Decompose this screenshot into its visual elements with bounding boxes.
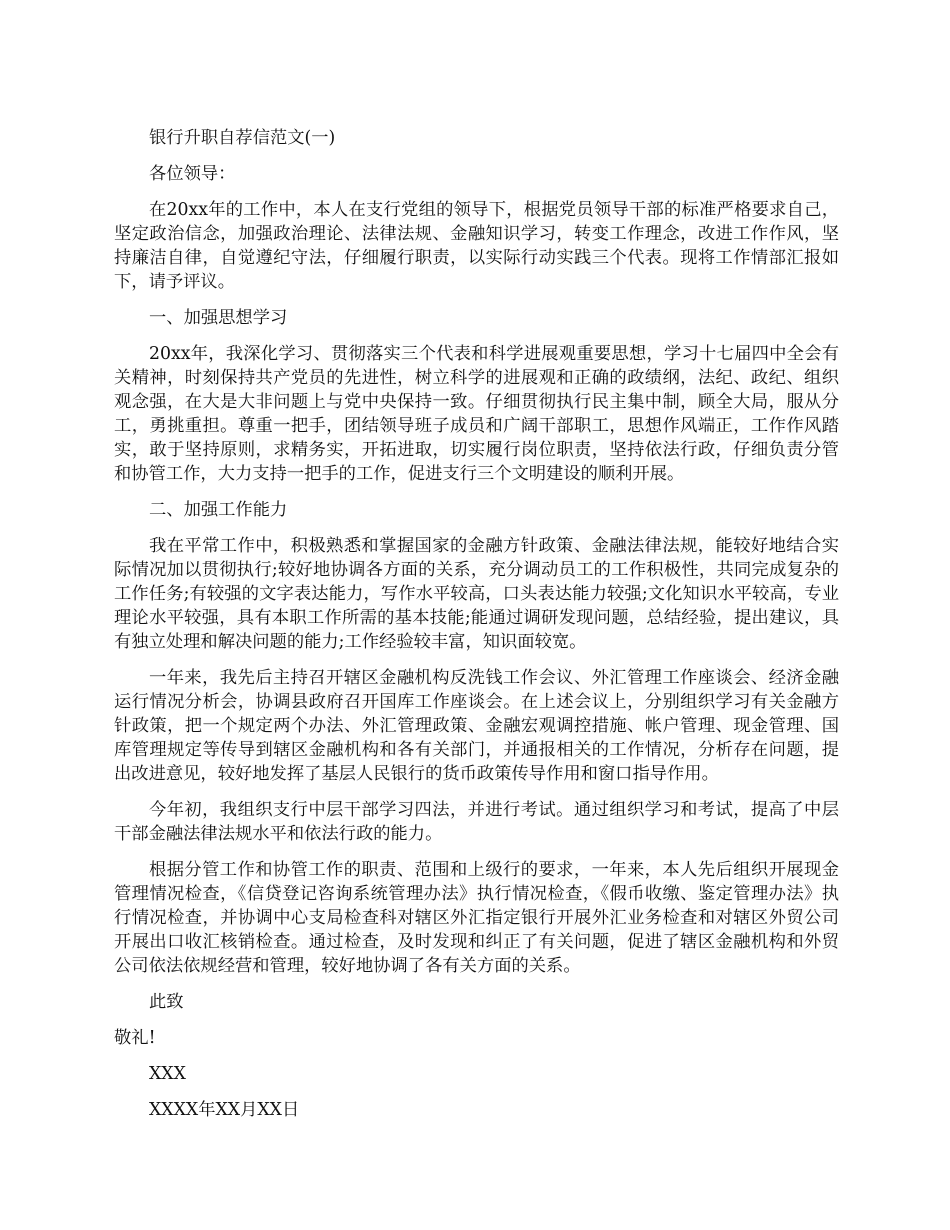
closing-line-1: 此致: [149, 992, 184, 1012]
section-2-paragraph-3: 今年初，我组织支行中层干部学习四法，并进行考试。通过组织学习和考试，提高了中层干部金融法律法规水平和依法行政的能力。: [114, 800, 839, 844]
section-1-paragraph: 20xx年，我深化学习、贯彻落实三个代表和科学进展观重要思想，学习十七届四中全会有关精神，时刻保持共产党员的先进性，树立科学的进展观和正确的政绩纲，法纪、政纪、组织观念强，在大是大非问题上与党中央保持一致。仔细贯彻执行民主集中制，顾全大局，服从分工，勇挑重担。尊重一把手，团结领导班子成员和广阔干部职工，思想作风端正，工作作风踏实，敢于坚持原则，求精务实，开拓进取，切实履行岗位职责，坚持依法行政，仔细负责分管和协管工作，大力支持一把手的工作，促进支行三个文明建设的顺利开展。: [114, 344, 839, 484]
signature: XXX: [149, 1064, 186, 1084]
section-2-paragraph-4: 根据分管工作和协管工作的职责、范围和上级行的要求，一年来，本人先后组织开展现金管理情况检查，《信贷登记咨询系统管理办法》执行情况检查，《假币收缴、鉴定管理办法》执行情况检查，并协调中心支局检查科对辖区外汇指定银行开展外汇业务检查和对辖区外贸公司开展出口收汇核销检查。通过检查，及时发现和纠正了有关问题，促进了辖区金融机构和外贸公司依法依规经营和管理，较好地协调了各有关方面的关系。: [114, 860, 839, 976]
section-1-heading: 一、加强思想学习: [149, 308, 288, 328]
section-2-paragraph-2: 一年来，我先后主持召开辖区金融机构反洗钱工作会议、外汇管理工作座谈会、经济金融运行情况分析会，协调县政府召开国库工作座谈会。在上述会议上，分别组织学习有关金融方针政策，把一个规定两个办法、外汇管理政策、金融宏观调控措施、帐户管理、现金管理、国库管理规定等传导到辖区金融机构和各有关部门，并通报相关的工作情况，分析存在问题，提出改进意见，较好地发挥了基层人民银行的货币政策传导作用和窗口指导作用。: [114, 668, 839, 784]
section-2-paragraph-1: 我在平常工作中，积极熟悉和掌握国家的金融方针政策、金融法律法规，能较好地结合实际情况加以贯彻执行;较好地协调各方面的关系，充分调动员工的工作积极性，共同完成复杂的工作任务;有较强的文字表达能力，写作水平较高，口头表达能力较强;文化知识水平较高，专业理论水平较强，具有本职工作所需的基本技能;能通过调研发现问题，总结经验，提出建议，具有独立处理和解决问题的能力;工作经验较丰富，知识面较宽。: [114, 536, 839, 652]
section-2-heading: 二、加强工作能力: [149, 500, 288, 520]
document-page: [114, 126, 839, 1122]
closing-line-2: 敬礼!: [114, 1028, 156, 1048]
date: XXXX年XX月XX日: [149, 1100, 300, 1120]
document-title: 银行升职自荐信范文(一): [149, 128, 336, 148]
intro-paragraph: 在20xx年的工作中，本人在支行党组的领导下，根据党员领导干部的标准严格要求自己，坚定政治信念，加强政治理论、法律法规、金融知识学习，转变工作理念，改进工作作风，坚持廉洁自律，自觉遵纪守法，仔细履行职责，以实际行动实践三个代表。现将工作情部汇报如下，请予评议。: [114, 200, 839, 292]
salutation: 各位领导：: [149, 164, 236, 184]
